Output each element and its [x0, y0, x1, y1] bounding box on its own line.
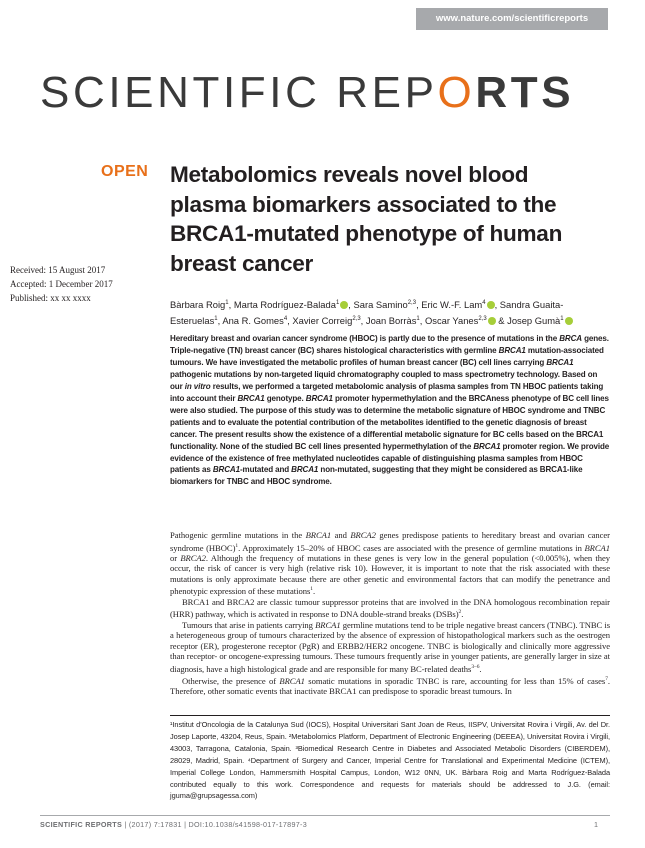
- abstract-italic-run: BRCA1: [305, 393, 333, 403]
- open-access-badge: OPEN: [101, 163, 149, 180]
- body-run: . Therefore, other somatic events that inactivate BRCA1 can predispose to sporadic breast tumours. In: [170, 675, 610, 697]
- body-run: Otherwise, the presence of: [182, 675, 280, 686]
- body-italic-run: BRCA2: [350, 530, 376, 540]
- abstract: [170, 333, 610, 488]
- body-italic-run: BRCA1: [305, 530, 332, 540]
- orcid-icon[interactable]: [488, 317, 496, 325]
- body-paragraph: [170, 597, 610, 620]
- author-affiliation-ref: 1: [416, 316, 420, 323]
- author-affiliation-ref: 2,3: [407, 300, 417, 306]
- body-run: .: [312, 586, 316, 597]
- author-name[interactable]: Sara Samino: [353, 299, 408, 311]
- received-date: Received: 15 August 2017: [10, 265, 106, 275]
- author-separator: ,: [287, 315, 293, 327]
- abstract-run: results, we performed a targeted metabolomic analysis of plasma samples from TN HBOC patients taking into account their: [170, 381, 604, 403]
- author-affiliation-ref: 1: [335, 300, 340, 306]
- citation-ref[interactable]: 7: [605, 675, 608, 682]
- abstract-run: promoter region. We provide evidence of the existence of free methylated nucleotides capable of distinguishing plasma samples from HBOC patients as: [170, 441, 610, 475]
- body-run: .: [479, 663, 482, 674]
- article-title: Metabolomics reveals novel blood plasma biomarkers associated to the BRCA1-mutated phenotype of human breast cancer: [170, 162, 563, 276]
- body-run: .: [461, 609, 464, 620]
- author-name[interactable]: Bàrbara Roig: [170, 299, 226, 311]
- abstract-italic-run: BRCA1: [546, 357, 574, 367]
- abstract-italic-run: BRCA1: [291, 465, 319, 475]
- author-name[interactable]: Joan Borràs: [365, 315, 417, 327]
- body-run: . Although the frequency of mutations in these genes is very low in the general population (<0.005%), when they occur, the risk of cancer is very high (relative risk 10). However, it is important to note that the risk associated with these mutations is only approximate because there are other genetic and environmental factors that can modify the penetrance and phenotypic expression of these mutations: [170, 552, 610, 597]
- body-run: BRCA1 and BRCA2 are classic tumour suppressor proteins that are involved in the DNA homologous recombination repair (HRR) pathway, which is activated in response to DNA double-strand breaks (DSBs): [170, 596, 610, 620]
- abstract-run: genes. Triple-negative (TN) breast cancer (BC) shares histological characteristics with germline: [170, 334, 609, 355]
- orcid-icon[interactable]: [565, 317, 573, 325]
- author-affiliation-ref: 4: [283, 316, 288, 323]
- accepted-date: Accepted: 1 December 2017: [10, 279, 113, 289]
- body-italic-run: BRCA1: [279, 675, 305, 686]
- journal-url[interactable]: www.nature.com/scientificreports: [416, 8, 608, 30]
- body-run: germline mutations tend to be triple negative breast cancers (TNBC). TNBC is a heterogeneous group of tumours characterized by the absence of expression of histopathological markers such as the oestrogen receptor (ER), progesterone receptor (PgR) and ERBB2/HER2 oncogene. TNBC is biologically and clinically more aggressive than receptor- or oncogene-expressing tumours. These tumours frequently arise in younger patients, are generally larger in size at diagnosis, have a high histological grade and are responsible for many BC-related deaths: [170, 619, 610, 674]
- author-separator: ,: [360, 315, 366, 327]
- author-name[interactable]: Xavier Correig: [292, 315, 353, 327]
- author-name[interactable]: Ana R. Gomes: [222, 315, 284, 327]
- body-run: Tumours that arise in patients carrying: [182, 619, 316, 630]
- body-run: and: [331, 530, 351, 540]
- author-name[interactable]: Eric W.-F. Lam: [421, 299, 483, 311]
- body-italic-run: BRCA2: [180, 552, 206, 563]
- author-name[interactable]: Sandra Guaita-Esteruelas: [170, 299, 564, 327]
- author-separator: ,: [419, 315, 425, 327]
- author-name[interactable]: Marta Rodríguez-Balada: [233, 299, 336, 311]
- author-separator: ,: [494, 299, 500, 311]
- author-separator: &: [495, 315, 508, 327]
- orcid-icon[interactable]: [487, 301, 495, 309]
- abstract-run: genotype.: [264, 393, 306, 403]
- abstract-run: promoter hypermethylation and the BRCAness phenotype of BC cell lines were also studied. The purpose of this study was to determine the metabolic signature of HBOC syndrome and TNBC patients and to evaluate the potential contribution of the metabolites identified to the genetic diagnosis of breast cancer. The present results show the existence of a differential metabolic signature for BC cells based on the BRCA1 functionality. None of the studied BC cell lines presented hypermethylation of the: [170, 393, 609, 451]
- journal-logo: [40, 58, 610, 128]
- body-run: Pathogenic germline mutations in the: [170, 530, 306, 540]
- citation-ref[interactable]: 3–6: [471, 663, 480, 670]
- footer-details[interactable]: | (2017) 7:17831 | DOI:10.1038/s41598-017-17897-3: [122, 820, 308, 829]
- abstract-italic-run: BRCA1: [498, 345, 526, 355]
- citation-ref[interactable]: 2: [458, 609, 462, 616]
- published-date: Published: xx xx xxxx: [10, 293, 91, 303]
- author-affiliation-ref: 1: [560, 316, 564, 323]
- body-text: [170, 530, 610, 697]
- author-separator: ,: [416, 299, 422, 311]
- body-paragraph: [170, 530, 610, 597]
- author-name[interactable]: Josep Gumà: [507, 315, 561, 327]
- body-run: somatic mutations in sporadic TNBC is rare, accounting for less than 15% of cases: [304, 675, 606, 686]
- author-separator: ,: [217, 315, 223, 327]
- author-affiliation-ref: 1: [225, 300, 229, 306]
- abstract-italic-run: BRCA1: [473, 441, 501, 451]
- footer-citation: [40, 820, 307, 829]
- author-affiliation-ref: 4: [482, 300, 486, 306]
- abstract-run: Hereditary breast and ovarian cancer syndrome (HBOC) is partly due to the presence of mutations in the: [170, 334, 560, 343]
- author-affiliation-ref: 2,3: [352, 316, 361, 323]
- author-name[interactable]: Oscar Yanes: [424, 315, 479, 327]
- footer-journal: SCIENTIFIC REPORTS: [40, 820, 123, 829]
- footer-divider: [40, 815, 610, 816]
- journal-name-part1: SCIENTIFIC REP: [40, 68, 438, 117]
- body-italic-run: BRCA1: [315, 619, 341, 630]
- article-dates: [10, 263, 162, 305]
- body-run: genes predispose patients to hereditary breast and ovarian cancer syndrome (HBOC): [170, 530, 610, 553]
- journal-name-o: O: [437, 68, 476, 117]
- author-separator: ,: [228, 299, 234, 311]
- body-italic-run: BRCA1: [584, 542, 610, 553]
- abstract-run: pathogenic mutations by non-targeted liquid chromatography coupled to mass spectrometry technology. Based on our: [170, 369, 598, 391]
- abstract-italic-run: BRCA1: [237, 393, 265, 403]
- abstract-italic-run: BRCA: [559, 334, 582, 343]
- body-paragraph: [170, 674, 610, 697]
- author-affiliation-ref: 2,3: [478, 316, 487, 323]
- affiliation-divider: [170, 715, 610, 716]
- body-run: . Approximately 15–20% of HBOC cases are associated with the presence of germline mutations in: [238, 542, 585, 553]
- body-paragraph: [170, 620, 610, 674]
- body-run: or: [170, 552, 181, 563]
- author-list: [170, 296, 610, 329]
- page-number: 1: [594, 820, 598, 829]
- abstract-italic-run: BRCA1: [212, 465, 240, 475]
- affiliations: ¹Institut d'Oncologia de la Catalunya Sud (IOCS), Hospital Universitari Sant Joan de Reus, IISPV, Universitat Rovira i Virgili, Av. del Dr. Josep Laporte, 43204, Reus, Spain. ²Metabolomics Platform, Department of Electronic Engineering (DEEEA), Universitat Rovira i Virgili, 43003, Tarragona, Catalonia, Spain. ³Biomedical Research Centre in Diabetes and Associated Metabolic Disorders (CIBERDEM), 28029, Madrid, Spain. ⁴Department of Surgery and Cancer, Imperial Centre for Translational and Experimental Medicine (ICTEM), Imperial College London, Hammersmith Hospital Campus, London, W12 0NN, UK. Bàrbara Roig and Marta Rodríguez-Balada contributed equally to this work. Correspondence and requests for materials should be addressed to J.G. (email: jguma@grupsagessa.com): [170, 720, 610, 801]
- abstract-run: -mutated and: [239, 465, 292, 475]
- journal-name-part2: RTS: [475, 68, 575, 117]
- author-affiliation-ref: 1: [214, 316, 218, 323]
- author-separator: ,: [348, 299, 354, 311]
- citation-ref[interactable]: 1: [235, 542, 239, 549]
- abstract-italic-run: in vitro: [184, 381, 211, 391]
- abstract-run: non-mutated, suggesting that they might be considered as BRCA1-like biomarkers for TNBC and HBOC syndrome.: [170, 465, 583, 487]
- citation-ref[interactable]: 1: [310, 586, 313, 593]
- abstract-run: mutation-associated tumours. We have investigated the metabolic profiles of human breast cancer (BC) cell lines carrying: [170, 345, 604, 367]
